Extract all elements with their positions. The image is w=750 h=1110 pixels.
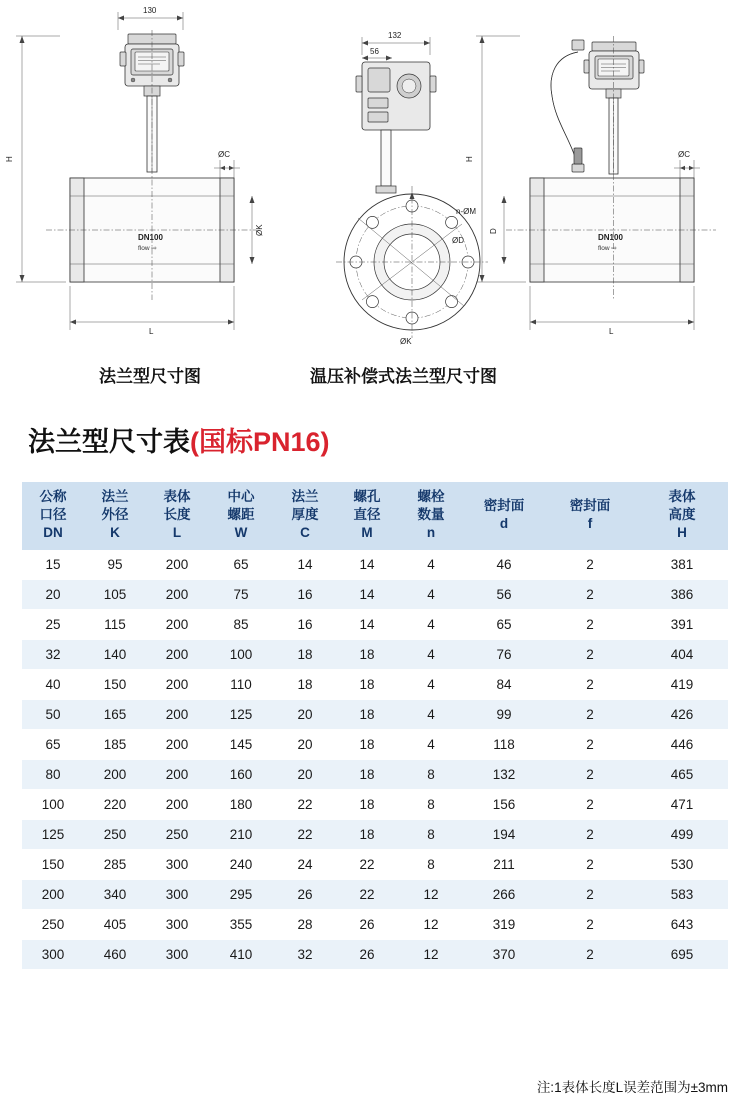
table-cell: 18 <box>336 639 398 669</box>
table-cell: 20 <box>22 579 84 609</box>
table-cell: 2 <box>544 729 636 759</box>
table-cell: 100 <box>208 639 274 669</box>
dim-label-H-left: H <box>5 156 14 162</box>
table-cell: 65 <box>22 729 84 759</box>
table-cell: 18 <box>336 759 398 789</box>
dim-label-132: 132 <box>388 31 402 40</box>
table-row <box>22 759 728 789</box>
dim-label-C-right: ØC <box>678 150 690 159</box>
table-cell: 2 <box>544 579 636 609</box>
table-cell: 156 <box>464 789 544 819</box>
table-cell: 200 <box>146 669 208 699</box>
table-cell: 22 <box>274 819 336 849</box>
table-cell: 20 <box>274 699 336 729</box>
table-cell: 50 <box>22 699 84 729</box>
col-header-h-line1: 表体 <box>668 489 696 504</box>
table-cell: 20 <box>274 729 336 759</box>
table-cell: 250 <box>84 819 146 849</box>
table-row <box>22 609 728 639</box>
table-cell: 80 <box>22 759 84 789</box>
body-label-left: DN100 <box>138 233 163 242</box>
table-cell: 18 <box>336 729 398 759</box>
col-header-n-symbol: n <box>426 525 436 541</box>
table-cell: 250 <box>146 819 208 849</box>
table-cell: 530 <box>636 849 728 879</box>
col-header-n-line2: 数量 <box>417 507 445 523</box>
col-header-d-line2: 密封面 <box>483 498 525 514</box>
table-cell: 200 <box>22 879 84 909</box>
col-header-k-line1: 法兰 <box>101 489 129 504</box>
table-cell: 355 <box>208 909 274 939</box>
table-cell: 4 <box>398 729 464 759</box>
col-header-f <box>544 482 636 550</box>
table-cell: 2 <box>544 550 636 580</box>
table-cell: 95 <box>84 550 146 580</box>
dim-label-D: ØD <box>452 236 464 245</box>
table-row <box>22 849 728 879</box>
table-cell: 300 <box>146 849 208 879</box>
dim-label-H-right: H <box>465 156 474 162</box>
col-header-d-symbol: d <box>499 516 509 532</box>
table-cell: 32 <box>274 939 336 969</box>
table-cell: 340 <box>84 879 146 909</box>
col-header-c-line1: 法兰 <box>291 489 319 504</box>
table-cell: 14 <box>336 550 398 580</box>
table-row <box>22 639 728 669</box>
dim-label-n-M: n-ØM <box>456 207 476 216</box>
table-cell: 2 <box>544 879 636 909</box>
table-cell: 15 <box>22 550 84 580</box>
body-sublabel-left: flow ⇨ <box>138 245 157 252</box>
table-cell: 2 <box>544 759 636 789</box>
col-header-m <box>336 482 398 550</box>
col-header-l <box>146 482 208 550</box>
table-cell: 18 <box>336 789 398 819</box>
table-cell: 65 <box>208 550 274 580</box>
table-cell: 56 <box>464 579 544 609</box>
col-header-dn <box>22 482 84 550</box>
dimension-table <box>22 482 728 970</box>
table-cell: 110 <box>208 669 274 699</box>
col-header-f-line2: 密封面 <box>569 498 611 514</box>
table-cell: 8 <box>398 849 464 879</box>
table-cell: 2 <box>544 639 636 669</box>
table-cell: 200 <box>146 759 208 789</box>
table-footnote: 注:1表体长度L误差范围为±3mm <box>536 1080 728 1095</box>
table-cell: 12 <box>398 909 464 939</box>
table-cell: 2 <box>544 669 636 699</box>
table-row <box>22 699 728 729</box>
table-body <box>22 550 728 970</box>
page-title-main: 法兰型尺寸表 <box>28 427 190 457</box>
table-cell: 14 <box>336 579 398 609</box>
table-cell: 132 <box>464 759 544 789</box>
col-header-m-symbol: M <box>361 525 373 541</box>
table-row <box>22 909 728 939</box>
table-cell: 386 <box>636 579 728 609</box>
table-cell: 100 <box>22 789 84 819</box>
table-header-row <box>22 482 728 550</box>
col-header-m-line1: 螺孔 <box>353 489 381 504</box>
table-cell: 2 <box>544 819 636 849</box>
col-header-h-line2: 高度 <box>668 507 696 523</box>
table-cell: 410 <box>208 939 274 969</box>
table-cell: 4 <box>398 579 464 609</box>
table-cell: 118 <box>464 729 544 759</box>
dim-label-K-mid: ØK <box>400 337 412 346</box>
dim-label-D-right: D <box>489 228 498 234</box>
table-cell: 300 <box>146 939 208 969</box>
table-cell: 295 <box>208 879 274 909</box>
table-cell: 391 <box>636 609 728 639</box>
table-cell: 145 <box>208 729 274 759</box>
table-cell: 12 <box>398 879 464 909</box>
table-cell: 2 <box>544 939 636 969</box>
table-cell: 16 <box>274 609 336 639</box>
table-cell: 4 <box>398 609 464 639</box>
table-cell: 4 <box>398 699 464 729</box>
table-cell: 14 <box>274 550 336 580</box>
table-cell: 220 <box>84 789 146 819</box>
table-cell: 18 <box>336 819 398 849</box>
table-row <box>22 669 728 699</box>
col-header-d <box>464 482 544 550</box>
table-cell: 14 <box>336 609 398 639</box>
table-cell: 266 <box>464 879 544 909</box>
page-title <box>28 420 330 459</box>
table-cell: 26 <box>336 909 398 939</box>
caption-temp-pressure-type: 温压补偿式法兰型尺寸图 <box>310 367 497 386</box>
table-cell: 8 <box>398 819 464 849</box>
table-cell: 22 <box>336 879 398 909</box>
table-cell: 4 <box>398 639 464 669</box>
table-cell: 125 <box>22 819 84 849</box>
table-cell: 471 <box>636 789 728 819</box>
table-cell: 200 <box>84 759 146 789</box>
col-header-w <box>208 482 274 550</box>
body-sublabel-right: flow ⇨ <box>598 245 617 252</box>
table-cell: 200 <box>146 579 208 609</box>
col-header-w-line2: 螺距 <box>227 507 255 523</box>
table-cell: 2 <box>544 909 636 939</box>
table-cell: 285 <box>84 849 146 879</box>
table-cell: 381 <box>636 550 728 580</box>
table-cell: 370 <box>464 939 544 969</box>
table-cell: 65 <box>464 609 544 639</box>
table-cell: 22 <box>336 849 398 879</box>
col-header-dn-line2: 口径 <box>39 507 67 523</box>
col-header-l-symbol: L <box>172 525 182 541</box>
table-cell: 695 <box>636 939 728 969</box>
table-cell: 405 <box>84 909 146 939</box>
table-cell: 25 <box>22 609 84 639</box>
table-cell: 404 <box>636 639 728 669</box>
table-cell: 85 <box>208 609 274 639</box>
table-cell: 4 <box>398 669 464 699</box>
table-cell: 583 <box>636 879 728 909</box>
table-cell: 200 <box>146 609 208 639</box>
table-row <box>22 550 728 580</box>
table-cell: 200 <box>146 699 208 729</box>
table-cell: 40 <box>22 669 84 699</box>
table-cell: 499 <box>636 819 728 849</box>
table-cell: 115 <box>84 609 146 639</box>
col-header-c-line2: 厚度 <box>291 507 319 523</box>
col-header-k-line2: 外径 <box>101 507 129 523</box>
table-cell: 18 <box>274 669 336 699</box>
col-header-dn-line1: 公称 <box>39 489 67 504</box>
table-cell: 150 <box>22 849 84 879</box>
table-cell: 194 <box>464 819 544 849</box>
table-cell: 210 <box>208 819 274 849</box>
table-cell: 18 <box>336 669 398 699</box>
table-cell: 16 <box>274 579 336 609</box>
table-cell: 12 <box>398 939 464 969</box>
table-cell: 18 <box>274 639 336 669</box>
table-cell: 200 <box>146 729 208 759</box>
table-cell: 99 <box>464 699 544 729</box>
table-row <box>22 819 728 849</box>
col-header-n-line1: 螺栓 <box>417 489 445 504</box>
table-cell: 419 <box>636 669 728 699</box>
table-cell: 84 <box>464 669 544 699</box>
col-header-w-line1: 中心 <box>227 489 255 504</box>
table-cell: 18 <box>336 699 398 729</box>
dim-label-L-right: L <box>609 327 614 336</box>
table-cell: 4 <box>398 550 464 580</box>
table-cell: 2 <box>544 789 636 819</box>
table-cell: 185 <box>84 729 146 759</box>
col-header-dn-symbol: DN <box>43 525 63 541</box>
table-cell: 8 <box>398 789 464 819</box>
col-header-n <box>398 482 464 550</box>
table-row <box>22 939 728 969</box>
table-cell: 319 <box>464 909 544 939</box>
page-title-standard: (国标PN16) <box>190 427 330 457</box>
table-cell: 200 <box>146 550 208 580</box>
table-cell: 300 <box>146 879 208 909</box>
dim-label-L-left: L <box>149 327 154 336</box>
table-cell: 140 <box>84 639 146 669</box>
table-cell: 28 <box>274 909 336 939</box>
table-cell: 465 <box>636 759 728 789</box>
col-header-l-line1: 表体 <box>163 489 191 504</box>
table-cell: 26 <box>274 879 336 909</box>
table-cell: 643 <box>636 909 728 939</box>
table-cell: 26 <box>336 939 398 969</box>
table-cell: 460 <box>84 939 146 969</box>
table-cell: 20 <box>274 759 336 789</box>
table-cell: 24 <box>274 849 336 879</box>
dim-label-130: 130 <box>143 6 157 15</box>
table-cell: 160 <box>208 759 274 789</box>
table-cell: 426 <box>636 699 728 729</box>
table-row <box>22 789 728 819</box>
table-cell: 2 <box>544 849 636 879</box>
table-cell: 300 <box>22 939 84 969</box>
table-cell: 2 <box>544 609 636 639</box>
table-cell: 446 <box>636 729 728 759</box>
table-cell: 200 <box>146 639 208 669</box>
table-cell: 211 <box>464 849 544 879</box>
table-cell: 165 <box>84 699 146 729</box>
table-cell: 46 <box>464 550 544 580</box>
col-header-f-symbol: f <box>587 516 593 532</box>
table-row <box>22 879 728 909</box>
table-cell: 200 <box>146 789 208 819</box>
body-label-right: DN100 <box>598 233 623 242</box>
table-cell: 32 <box>22 639 84 669</box>
table-cell: 150 <box>84 669 146 699</box>
table-row <box>22 579 728 609</box>
dim-label-56: 56 <box>370 47 379 56</box>
col-header-k <box>84 482 146 550</box>
col-header-h-symbol: H <box>677 525 687 541</box>
col-header-c-symbol: C <box>300 525 310 541</box>
table-header <box>22 482 728 550</box>
table-row <box>22 729 728 759</box>
drawing-flange-type <box>5 6 264 336</box>
table-cell: 125 <box>208 699 274 729</box>
drawing-captions <box>0 362 750 387</box>
table-cell: 76 <box>464 639 544 669</box>
drawing-flange-face <box>336 31 488 346</box>
table-cell: 105 <box>84 579 146 609</box>
col-header-k-symbol: K <box>110 525 120 541</box>
table-cell: 8 <box>398 759 464 789</box>
table-cell: 240 <box>208 849 274 879</box>
table-cell: 180 <box>208 789 274 819</box>
table-cell: 300 <box>146 909 208 939</box>
table-cell: 2 <box>544 699 636 729</box>
col-header-w-symbol: W <box>234 525 248 541</box>
dim-label-K-left: ØK <box>255 224 264 236</box>
table-cell: 75 <box>208 579 274 609</box>
dimension-drawings-svg <box>0 0 750 360</box>
dim-label-C-left: ØC <box>218 150 230 159</box>
table-cell: 22 <box>274 789 336 819</box>
col-header-l-line2: 长度 <box>163 507 191 523</box>
table-cell: 250 <box>22 909 84 939</box>
col-header-h <box>636 482 728 550</box>
drawing-temp-pressure-compensated <box>465 36 716 336</box>
col-header-c <box>274 482 336 550</box>
col-header-m-line2: 直径 <box>353 507 381 523</box>
drawing-panel <box>0 0 750 400</box>
caption-flange-type: 法兰型尺寸图 <box>99 367 201 386</box>
